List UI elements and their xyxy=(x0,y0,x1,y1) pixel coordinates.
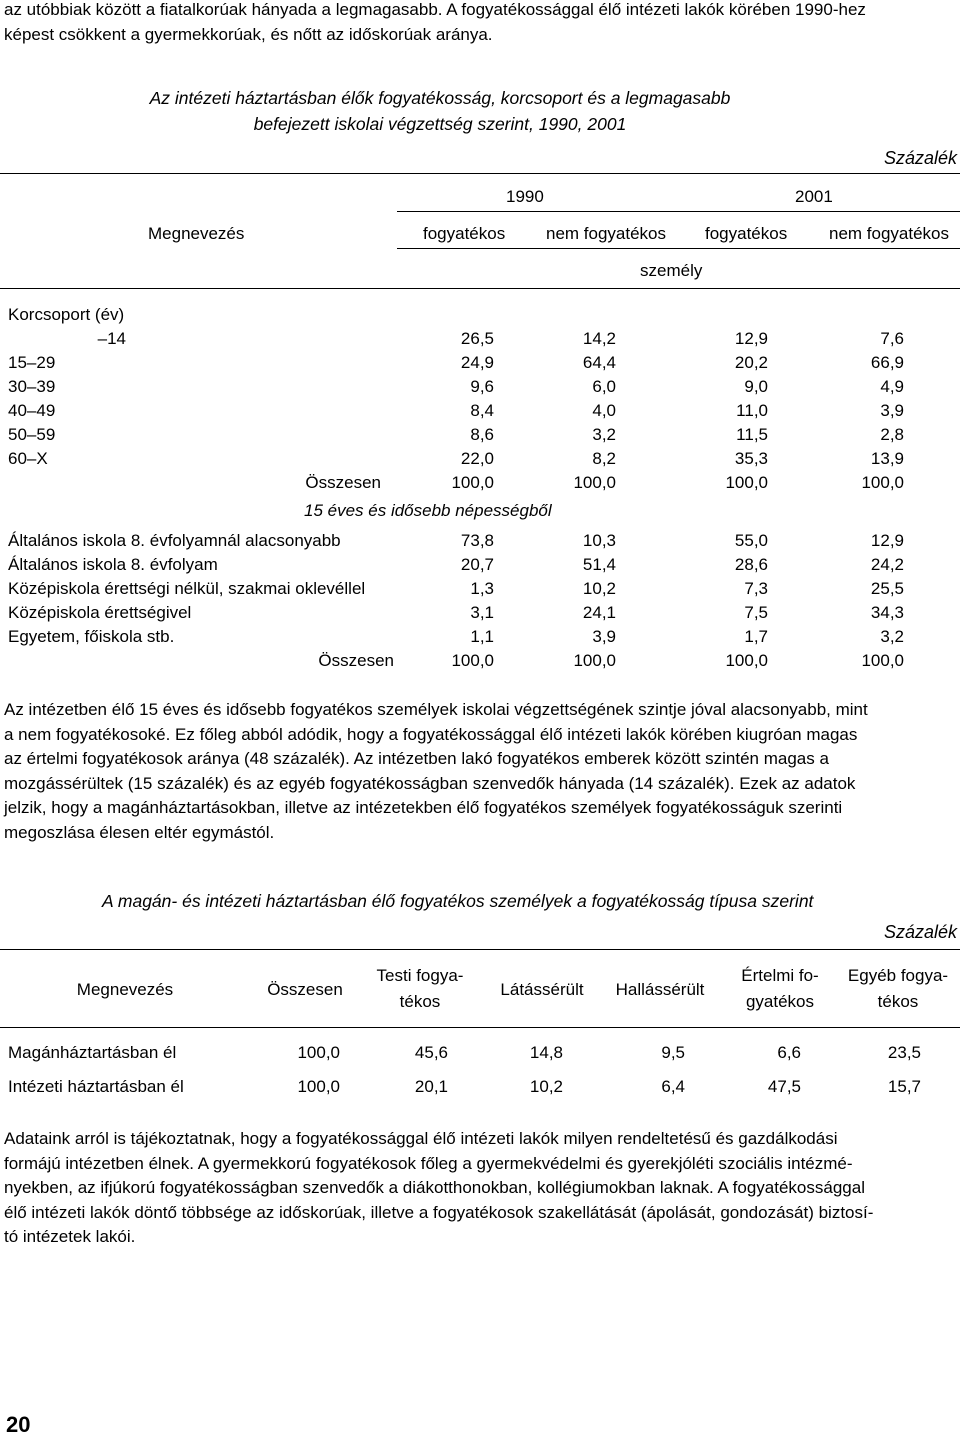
body-line: mozgássérültek (15 százalék) és az egyéb fogyatékosságban szenvedők hányada (14 százalék). Ezek az adatok xyxy=(4,773,856,793)
body-line: nyekben, az ifjúkorú fogyatékosságban szenvedők a diákotthonokban, kollégiumokban laknak. A fogyatékossággal xyxy=(4,1178,865,1197)
table1-row-label: Középiskola érettségivel xyxy=(8,603,192,622)
table-cell: 3,2 xyxy=(880,627,904,646)
table-cell: 4,0 xyxy=(592,401,616,420)
table1-unit: Százalék xyxy=(884,148,958,168)
table1-title: befejezett iskolai végzettség szerint, 1990, 2001 xyxy=(253,114,627,134)
table2-header-cell: Értelmi fo- xyxy=(741,966,819,985)
table1-header-bottom-rule xyxy=(0,288,960,289)
table-cell: 55,0 xyxy=(734,531,768,550)
table2-header-cell: Testi fogya- xyxy=(376,966,464,985)
table-cell: 35,3 xyxy=(734,449,768,468)
table-cell: 100,0 xyxy=(725,651,768,670)
table-cell: 7,3 xyxy=(744,579,768,598)
table-cell: 8,2 xyxy=(592,449,616,468)
table-cell: 2,8 xyxy=(880,425,904,444)
table-cell: 4,9 xyxy=(880,377,904,396)
table2-header-cell: Összesen xyxy=(267,980,343,999)
table-cell: 22,0 xyxy=(460,449,494,468)
table-cell: 14,8 xyxy=(529,1043,563,1062)
table1-col-rule xyxy=(397,248,960,249)
table-cell: 14,2 xyxy=(582,329,616,348)
table-cell: 10,2 xyxy=(529,1077,563,1096)
table-cell: 100,0 xyxy=(297,1077,340,1096)
body-paragraph xyxy=(4,698,956,845)
table-cell: 20,2 xyxy=(734,353,768,372)
table-cell: 3,2 xyxy=(592,425,616,444)
table-cell: 8,6 xyxy=(470,425,494,444)
table2-top-rule xyxy=(0,949,960,950)
table-cell: 7,5 xyxy=(744,603,768,622)
table1-section2-title: 15 éves és idősebb népességből xyxy=(304,501,552,520)
table-cell: 24,1 xyxy=(582,603,616,622)
table1-top-rule xyxy=(0,173,960,174)
table-cell: 15,7 xyxy=(887,1077,921,1096)
table1-col-header: fogyatékos xyxy=(423,224,506,243)
table-cell: 45,6 xyxy=(414,1043,448,1062)
table-cell: 1,1 xyxy=(470,627,494,646)
table1-section-label: Korcsoport (év) xyxy=(8,305,125,324)
table-cell: 1,7 xyxy=(744,627,768,646)
table-cell: 7,6 xyxy=(880,329,904,348)
table2-title: A magán- és intézeti háztartásban élő fogyatékos személyek a fogyatékosság típusa szerint xyxy=(102,891,814,911)
body-line: tó intézetek lakói. xyxy=(4,1227,136,1246)
table-cell: 51,4 xyxy=(582,555,616,574)
table2-header-cell: Egyéb fogya- xyxy=(847,966,949,985)
body-paragraph xyxy=(4,1127,956,1250)
table-cell: 20,1 xyxy=(414,1077,448,1096)
table1-row-label: Középiskola érettségi nélkül, szakmai oklevéllel xyxy=(8,579,366,598)
body-line: Adataink arról is tájékoztatnak, hogy a fogyatékossággal élő intézeti lakók milyen rendeltetésű és gazdálkodási xyxy=(4,1129,838,1148)
table-cell: 100,0 xyxy=(573,651,616,670)
body-line: a nem fogyatékosoké. Ez főleg abból adódik, hogy a fogyatékossággal élő intézeti lakók körében kiugróan magas xyxy=(4,724,858,744)
table-cell: 24,2 xyxy=(870,555,904,574)
table-cell: 3,1 xyxy=(470,603,494,622)
table-cell: 100,0 xyxy=(451,473,494,492)
table-cell: 100,0 xyxy=(725,473,768,492)
body-line: élő intézeti lakók döntő többsége az időskorúak, illetve a fogyatékosok szakellátását (ápolását, gondozását) biztosí- xyxy=(4,1202,874,1222)
body-line: az értelmi fogyatékosok aránya (48 százalék). Az intézetben lakó fogyatékos emberek között szintén magas a xyxy=(4,749,829,768)
intro-line: képest csökkent a gyermekkorúak, és nőtt az időskorúak aránya. xyxy=(4,24,493,44)
table1-row-label: 15–29 xyxy=(8,353,56,372)
table-cell: 64,4 xyxy=(582,353,616,372)
table2-header-cell: Megnevezés xyxy=(76,980,174,999)
table1-label-header: Megnevezés xyxy=(148,224,245,243)
body-line: jelzik, hogy a magánháztartásokban, illetve az intézetekben élő fogyatékos személyek fogyatékosságuk szerinti xyxy=(4,798,843,817)
table1-year-2001: 2001 xyxy=(795,187,833,206)
table-cell: 6,0 xyxy=(592,377,616,396)
page-number: 20 xyxy=(6,1412,31,1437)
table-cell: 66,9 xyxy=(870,353,904,372)
table-cell: 10,2 xyxy=(582,579,616,598)
table-cell: 20,7 xyxy=(460,555,494,574)
table1-col-header: nem fogyatékos xyxy=(546,224,667,243)
table1-row-label: Egyetem, főiskola stb. xyxy=(8,627,175,646)
table2-header-cell: gyatékos xyxy=(745,992,815,1011)
table1-total-label: Összesen xyxy=(305,473,381,492)
table-cell: 73,8 xyxy=(460,531,494,550)
table-cell: 12,9 xyxy=(734,329,768,348)
table-cell: 28,6 xyxy=(734,555,768,574)
table1-row-label: 50–59 xyxy=(8,425,56,444)
table-cell: 10,3 xyxy=(582,531,616,550)
table-cell: 12,9 xyxy=(870,531,904,550)
table-cell: 100,0 xyxy=(573,473,616,492)
table-cell: 3,9 xyxy=(592,627,616,646)
table1-row-label: Általános iskola 8. évfolyam xyxy=(8,555,218,574)
body-line: formájú intézetben élnek. A gyermekkorú fogyatékosok főleg a gyermekvédelmi és gyerekjóléti szociális intézmé- xyxy=(4,1153,853,1173)
table-cell: 11,5 xyxy=(736,425,768,444)
table-cell: 9,5 xyxy=(661,1043,685,1062)
table2-header-cell: tékos xyxy=(399,992,441,1011)
body-line: megoszlása élesen eltér egymástól. xyxy=(4,822,275,842)
table-cell: 100,0 xyxy=(297,1043,340,1062)
table-cell: 11,0 xyxy=(736,401,768,420)
table2-header-cell: Látássérült xyxy=(500,980,584,999)
table-cell: 47,5 xyxy=(767,1077,801,1096)
table1-title: Az intézeti háztartásban élők fogyatékosság, korcsoport és a legmagasabb xyxy=(149,88,731,108)
table-cell: 6,6 xyxy=(777,1043,801,1062)
table1-row-label: 60–X xyxy=(8,449,48,468)
table-cell: 1,3 xyxy=(470,579,494,598)
table-cell: 8,4 xyxy=(470,401,494,420)
table-cell: 23,5 xyxy=(887,1043,921,1062)
table1-row-label: 40–49 xyxy=(8,401,56,420)
table2-header-cell: Hallássérült xyxy=(615,980,705,999)
body-line: Az intézetben élő 15 éves és idősebb fogyatékos személyek iskolai végzettségének szintje jóval alacsonyabb, mint xyxy=(4,700,868,719)
table-cell: 9,6 xyxy=(470,377,494,396)
table-cell: 6,4 xyxy=(661,1077,685,1096)
table2-header-rule xyxy=(0,1027,960,1028)
table-cell: 24,9 xyxy=(460,353,494,372)
table-cell: 3,9 xyxy=(880,401,904,420)
table1-row-label: –14 xyxy=(97,329,126,348)
table1-row-label: Általános iskola 8. évfolyamnál alacsonyabb xyxy=(8,531,341,550)
table2-row-label: Intézeti háztartásban él xyxy=(8,1077,184,1096)
intro-line: az utóbbiak között a fiatalkorúak hányada a legmagasabb. A fogyatékossággal élő intézeti lakók körében 1990-hez xyxy=(4,0,866,19)
table-cell: 34,3 xyxy=(870,603,904,622)
table1-row-label: 30–39 xyxy=(8,377,56,396)
intro-paragraph xyxy=(4,0,956,47)
table1-year-1990: 1990 xyxy=(506,187,544,206)
table2-header-cell: tékos xyxy=(877,992,919,1011)
table-cell: 100,0 xyxy=(861,651,904,670)
table-cell: 13,9 xyxy=(870,449,904,468)
table-cell: 9,0 xyxy=(744,377,768,396)
table-cell: 25,5 xyxy=(870,579,904,598)
table-cell: 100,0 xyxy=(451,651,494,670)
table1-year-rule xyxy=(397,211,960,212)
table1-total-label: Összesen xyxy=(318,651,394,670)
table1-subheader: személy xyxy=(640,261,703,280)
table-cell: 100,0 xyxy=(861,473,904,492)
table2-unit: Százalék xyxy=(884,922,958,942)
table1-col-header: fogyatékos xyxy=(705,224,788,243)
table2-row-label: Magánháztartásban él xyxy=(8,1043,177,1062)
table-cell: 26,5 xyxy=(460,329,494,348)
table1-col-header: nem fogyatékos xyxy=(829,224,950,243)
